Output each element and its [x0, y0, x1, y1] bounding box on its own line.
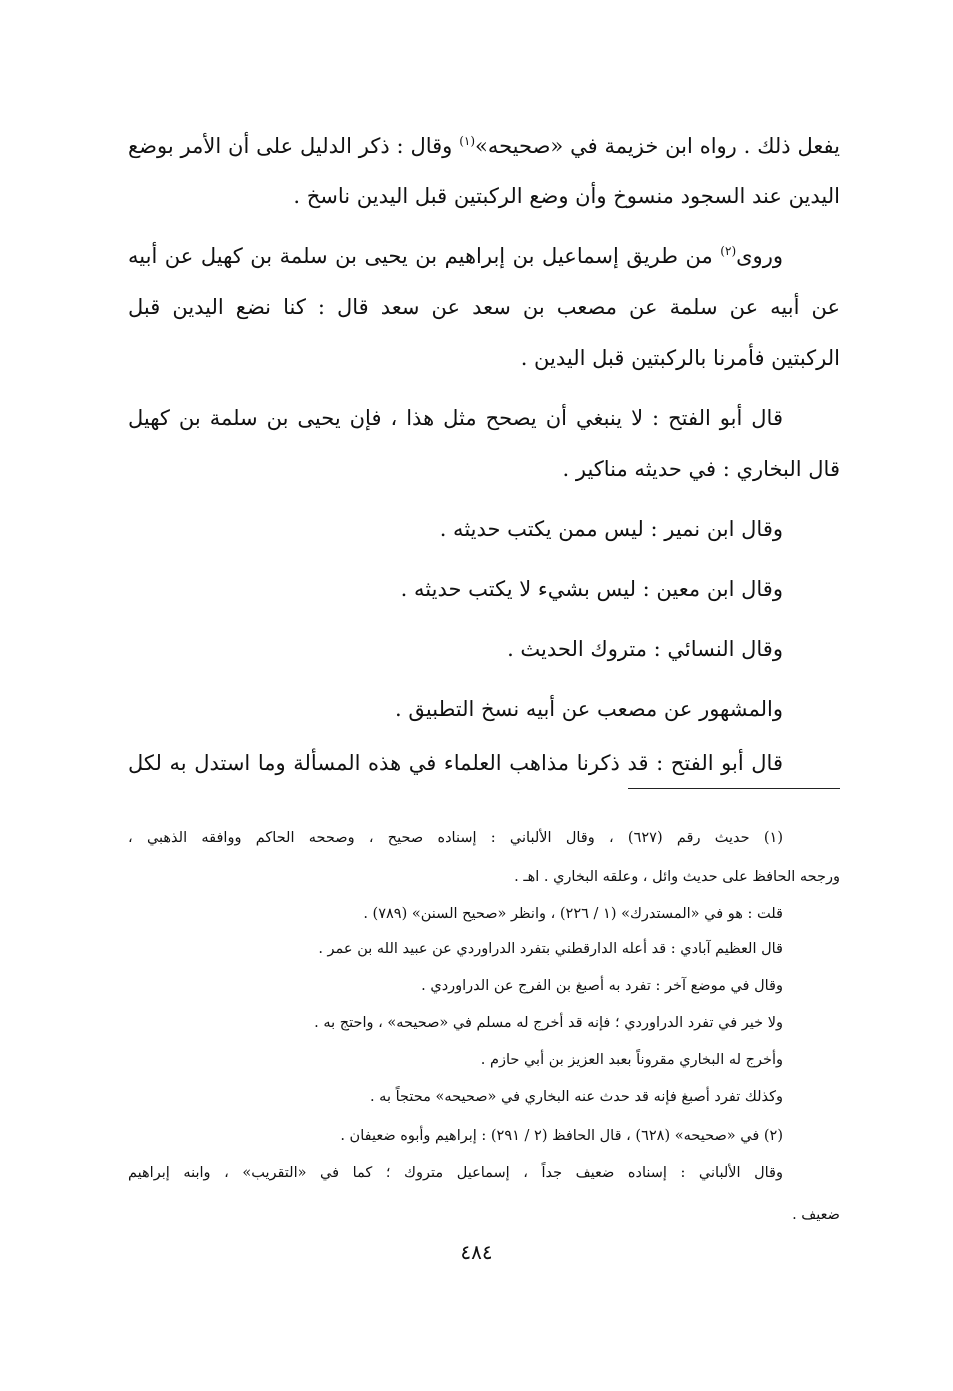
footnote-line-4: قال العظيم آبادي : قد أعله الدارقطني بتفرد الدراوردي عن عبيد الله بن عمر .: [318, 941, 783, 957]
body-line-1-head: يفعل ذلك . رواه ابن خزيمة في «صحيحه»: [475, 134, 840, 158]
body-line-1-tail: وقال : ذكر الدليل على أن الأمر بوضع: [128, 134, 453, 158]
body-line-5: الركبتين فأمرنا بالركبتين قبل اليدين .: [520, 346, 840, 370]
footnote-line-1: (١) حديث رقم (٦٢٧) ، وقال الألباني : إسناده صحيح ، وصححه الحاكم ووافقه الذهبي ،: [128, 830, 783, 846]
footnote-ref-1: (١): [459, 134, 476, 148]
body-line-11: والمشهور عن مصعب عن أبيه نسخ التطبيق .: [395, 697, 783, 721]
body-line-9: وقال ابن معين : ليس بشيء لا يكتب حديثه .: [400, 577, 783, 601]
footnote-separator: [628, 788, 840, 789]
body-line-4: عن أبيه عن سلمة عن مصعب بن سعد عن سعد قال : كنا نضع اليدين قبل: [128, 295, 840, 319]
body-line-3-head: وروى: [736, 244, 783, 268]
footnote-ref-2: (٢): [720, 244, 737, 258]
footnote-line-9: (٢) في «صحيحه» (٦٢٨) ، قال الحافظ (٢ / ٢٩١) : إبراهيم وأبوه ضعيفان .: [340, 1128, 783, 1144]
page-number: ٤٨٤: [460, 1240, 493, 1264]
footnote-line-2: ورجحه الحافظ على حديث وائل ، وعلقه البخاري . اهـ .: [514, 869, 840, 885]
footnote-line-7: وأخرج له البخاري مقروناً بعبد العزيز بن أبي حازم .: [480, 1052, 783, 1068]
body-line-8: وقال ابن نمير : ليس ممن يكتب حديثه .: [439, 517, 783, 541]
footnote-line-8: وكذلك تفرد أصبغ فإنه قد حدث عنه البخاري في «صحيحه» محتجاً به .: [369, 1089, 783, 1105]
body-line-2: اليدين عند السجود منسوخ وأن وضع الركبتين قبل اليدين ناسخ .: [293, 184, 840, 208]
footnote-line-3: قلت : هو في «المستدرك» (١ / ٢٢٦) ، وانظر «صحيح السنن» (٧٨٩) .: [363, 906, 783, 922]
body-line-7: قال البخاري : في حديثه مناكير .: [562, 457, 840, 481]
body-line-12: قال أبو الفتح : قد ذكرنا مذاهب العلماء في هذه المسألة وما استدل به لكل: [128, 751, 783, 775]
body-line-3: [128, 236, 783, 276]
footnote-line-11: ضعيف .: [792, 1207, 840, 1223]
footnote-line-5: وقال في موضع آخر : تفرد به أصبغ بن الفرج عن الدراوردي .: [421, 978, 783, 994]
body-line-6: قال أبو الفتح : لا ينبغي أن يصحح مثل هذا ، فإن يحيى بن سلمة بن كهيل: [128, 406, 783, 430]
footnote-line-6: ولا خير في تفرد الدراوردي ؛ فإنه قد أخرج له مسلم في «صحيحه» ، واحتج به .: [314, 1015, 783, 1031]
footnote-line-10: وقال الألباني : إسناده ضعيف جداً ، إسماعيل متروك ؛ كما في «التقريب» ، وابنه إبراهيم: [128, 1165, 783, 1181]
body-line-10: وقال النسائي : متروك الحديث .: [507, 637, 783, 661]
body-line-1: [128, 126, 840, 166]
body-line-3-rest: من طريق إسماعيل بن إبراهيم بن يحيى بن سلمة بن كهيل عن أبيه: [128, 244, 713, 268]
